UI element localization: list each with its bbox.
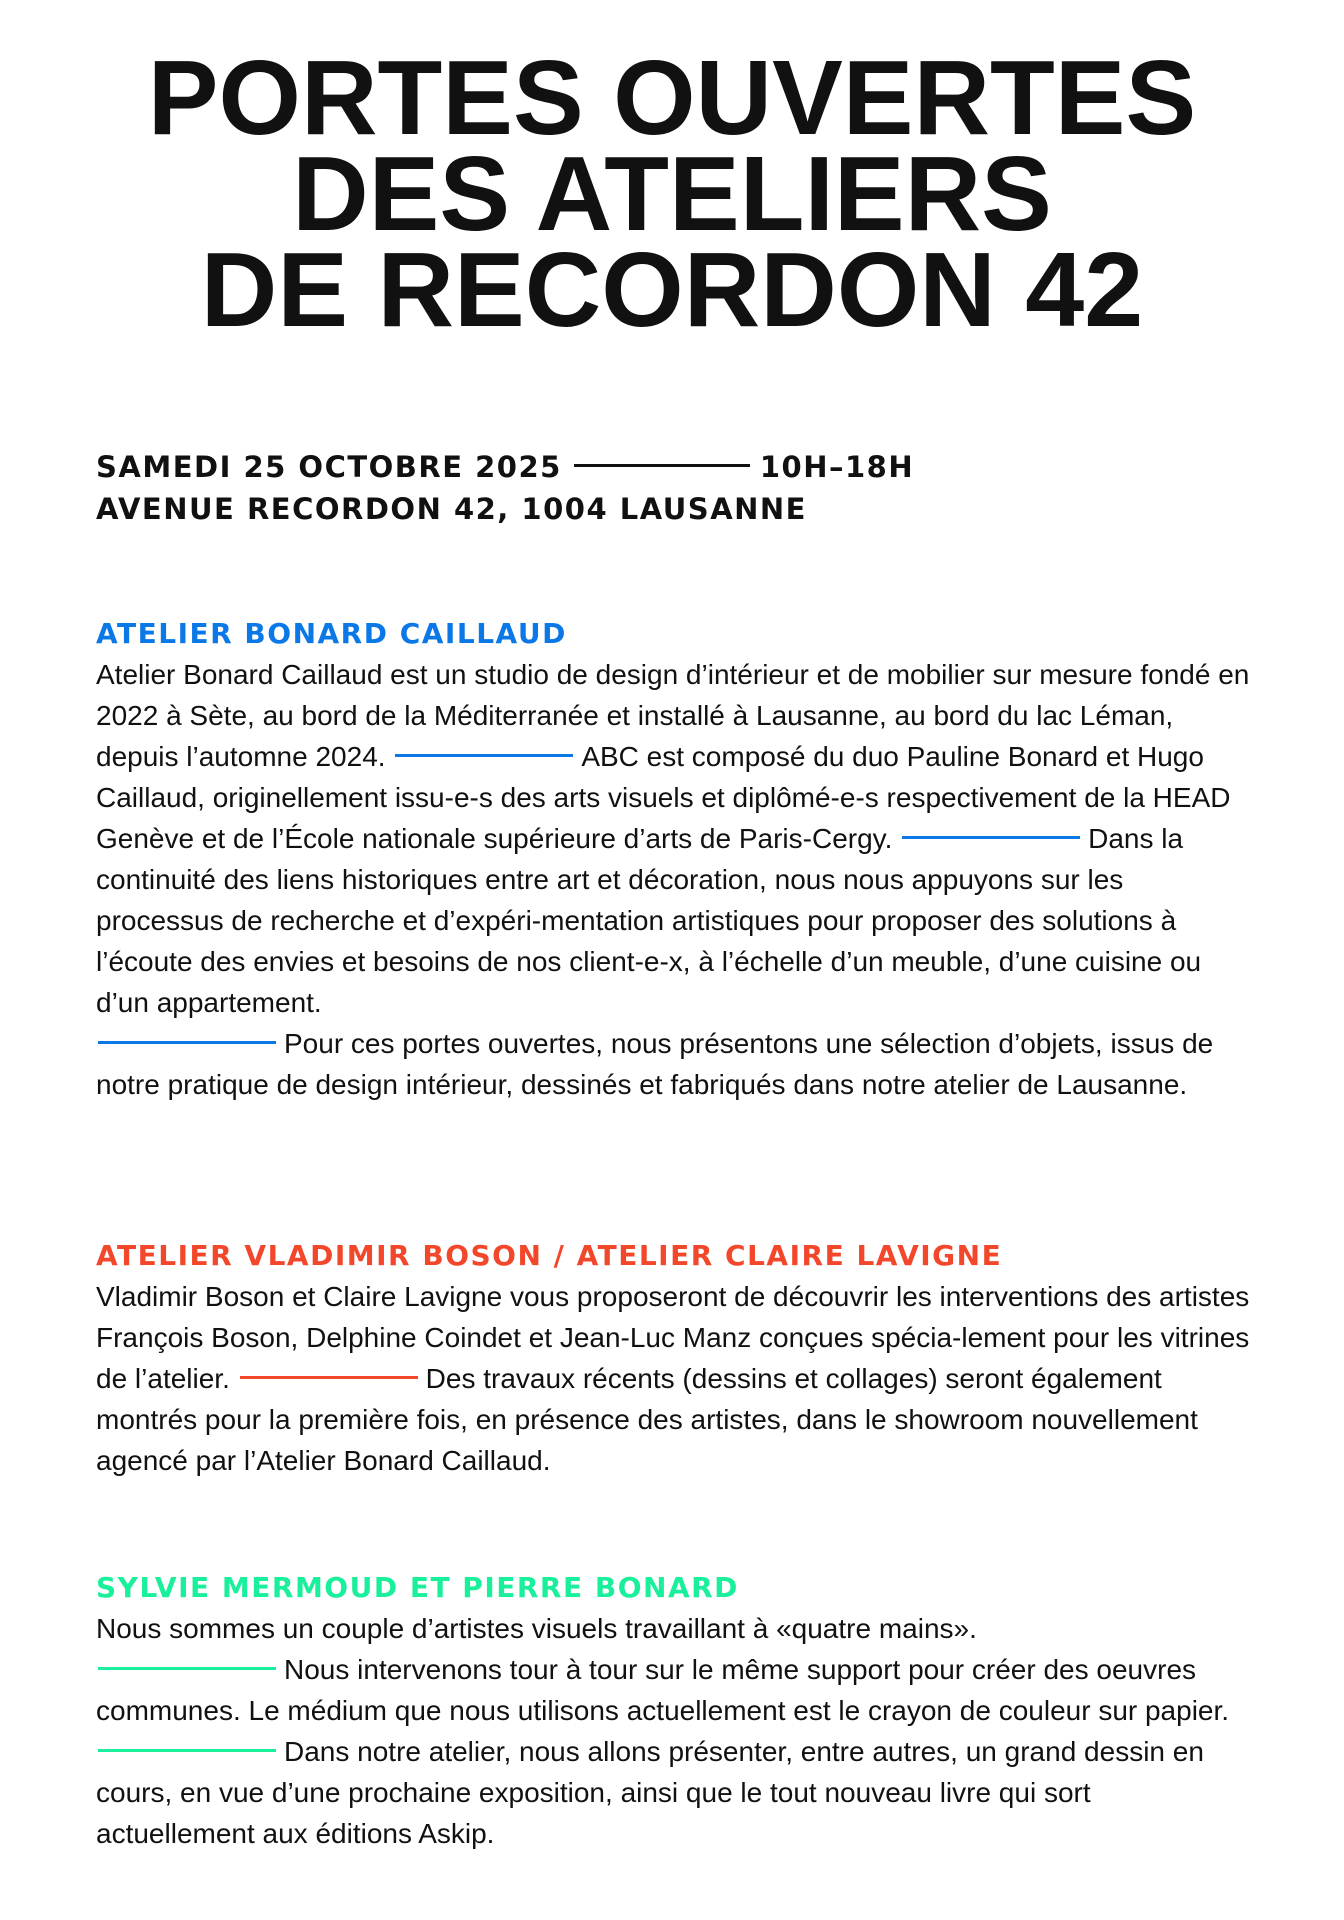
body-text: Pour ces portes ouvertes, nous présentons une sélection d’objets, issus de notre pratique de design intérieur, dessinés et fabriqués dans notre atelier de Lausanne. [96,1028,1214,1100]
section-heading: SYLVIE MERMOUD ET PIERRE BONARD [96,1571,739,1604]
body-text: Dans notre atelier, nous allons présenter, entre autres, un grand dessin en cours, en vue d’une prochaine exposition, ainsi que le tout nouveau livre qui sort actuellement aux éditions Askip. [96,1736,1204,1849]
event-date: SAMEDI 25 OCTOBRE 2025 [96,450,562,484]
section-atelier-boson-lavigne [96,1236,1256,1481]
body-text: Dans la continuité des liens historiques entre art et décoration, nous nous appuyons sur les processus de recherche et d’expéri-mentation artistiques pour proposer des solutions à l’écoute des envies et besoins de nos client-e-x, à l’échelle d’un meuble, d’une cuisine ou d’un appartement. [96,823,1202,1018]
section-atelier-bonard-caillaud [96,614,1256,1105]
section-heading: ATELIER BONARD CAILLAUD [96,617,567,650]
title-line-3: DE RECORDON 42 [200,231,1144,349]
body-text: Des travaux récents (dessins et collages) seront également montrés pour la première fois, en présence des artistes, dans le showroom nouvellement agencé par l’Atelier Bonard Caillaud. [96,1363,1198,1476]
separator-rule [574,464,750,467]
separator-dash [240,1376,418,1379]
body-text: Atelier Bonard Caillaud est un studio de design d’intérieur et de mobilier sur mesure fondé en 2022 à Sète, au bord de la Méditerranée et installé à Lausanne, au bord du lac Léman, depuis l’automne 2024. [96,659,1250,772]
section-heading: ATELIER VLADIMIR BOSON / ATELIER CLAIRE LAVIGNE [96,1239,1003,1272]
separator-dash [98,1041,276,1044]
event-info [96,446,914,530]
separator-dash [395,754,573,757]
event-address: AVENUE RECORDON 42, 1004 LAUSANNE [96,492,807,526]
event-hours: 10H–18H [759,450,915,484]
title-line-1: PORTES OUVERTES [147,39,1197,157]
body-text: Vladimir Boson et Claire Lavigne vous proposeront de découvrir les interventions des artistes François Boson, Delphine Coindet et Jean-Luc Manz conçues spécia-lement pour les vitrines de l’atelier. [96,1281,1250,1394]
body-text: Nous sommes un couple d’artistes visuels travaillant à «quatre mains». [96,1613,977,1644]
separator-dash [902,836,1080,839]
date-hours-row [96,446,914,488]
poster-title [0,39,1344,349]
section-body [96,1608,1256,1854]
section-mermoud-bonard [96,1568,1256,1854]
section-body [96,1276,1256,1481]
title-line-2: DES ATELIERS [292,135,1052,253]
separator-dash [98,1749,276,1752]
separator-dash [98,1667,276,1670]
section-body [96,654,1256,1105]
body-text: Nous intervenons tour à tour sur le même support pour créer des oeuvres communes. Le médium que nous utilisons actuellement est le crayon de couleur sur papier. [96,1654,1230,1726]
body-text: ABC est composé du duo Pauline Bonard et Hugo Caillaud, originellement issu-e-s des arts visuels et diplômé-e-s respectivement de la HEAD Genève et de l’École nationale supérieure d’arts de Paris-Cergy. [96,741,1231,854]
